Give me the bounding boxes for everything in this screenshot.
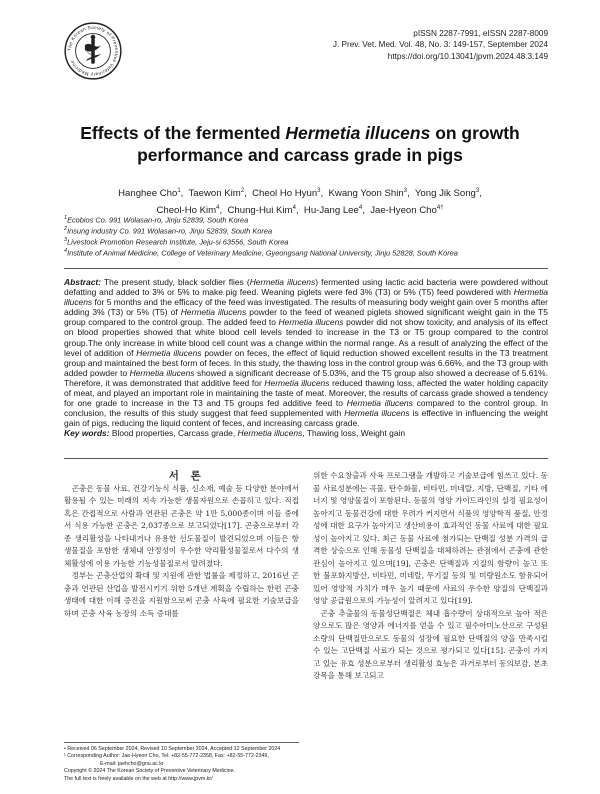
- corresponding-email[interactable]: E-mail: jaehcho@gnu.ac.kr: [100, 760, 164, 767]
- keywords-label: Key words:: [64, 428, 110, 439]
- body-paragraph: 곤충 추출물의 동물성단백질은 체내 흡수량이 상대적으로 높아 적은 양으로도 많은 영양과 에너지를 얻을 수 있고 필수아미노산으로 구성된 소량의 단백질만으로도 동물의 성장에 필요한 단백질의 양을 만족시킬 수 있는 고단백질 사료가 되는 것으로 평가되고 있다[15]. 곤충이 가지고 있는 유효 성분으로부터 생리활성 효능은 과거로부터 동의보감, 본초강목을 통해 보고되고: [313, 608, 548, 680]
- svg-text:The Korean Society of Preventi: The Korean Society of Preventive Veterinary Medicine: [66, 24, 120, 78]
- author: Kwang Yoon Shin: [328, 188, 404, 200]
- body-column-left: [64, 470, 299, 620]
- society-seal-logo: [64, 22, 122, 80]
- abstract-label: Abstract:: [64, 277, 102, 287]
- body-paragraph: 위한 수요창출과 사육 프로그램을 개발하고 기술보급에 힘쓰고 있다. 동물 사료성분에는 곡물, 탄수화물, 비타민, 미네랄, 지방, 단백질, 기타 에너지 및 영양물질이 포함된다. 동물의 영양 가이드라인의 설정 필요성이 높아지고 동물건강에 대한 우려가 커지면서 식품의 영양학적 품질, 안정성에 대한 요구가 높아지고 생산비용이 효과적인 동물 사료에 대한 필요성이 높아지고 있다. 최근 동물 사료에 첨가되는 단백질 성분 가격의 급격한 상승으로 인해 동물성 단백질을 대체하려는 관점에서 곤충에 관한 관심이 높아지고 있으며[19], 곤충은 단백질과 지질의 함량이 높고 또한 불포화지방산, 비타민, 미네랄, 무기질 등의 및 미량원소도 함유되어 있어 영양적 가치가 매우 높기 때문에 사료의 우수한 양질의 단백질과 영양 공급원으로의 가능성이 알려지고 있다[19].: [313, 471, 548, 605]
- abstract-section: [64, 268, 548, 439]
- body-paragraph: 곤충은 동물 사료, 건강기능식 식품, 신소재, 예술 등 다양한 분야에서 활용될 수 있는 미래의 지속 가능한 생물자원으로 손꼽히고 있다. 직접 혹은 간접적으로 사람과 연관된 곤충은 약 1만 5,000종이며 이들 중에서 식용 가능한 곤충은 2,037종으로 보고되었다[17]. 곤충으로부터 각종 생리활성을 나타내거나 유용한 선도물질이 발견되었으며 이들은 항생물질을 포함한 생체내 안정성이 우수한 약리활성물질로서 다수의 생체활성에 이용 가능한 기능성물질로서 알려졌다.: [64, 483, 299, 568]
- footnotes: [64, 742, 299, 783]
- author: Hu-Jang Lee: [303, 205, 359, 217]
- abstract-text: Abstract: The present study, black soldier flies (Hermetia illucens) fermented using lactic acid bacteria were powdered without defatting and added to 3% or 5% to make pig feed. Weaning piglets were fed 3% (T3) or 5% (T5) feed powdered with Hermetia illucens for 5 months and the efficacy of the feed was investigated. The results of measuring body weight gain over 5 months after adding 3% (T3) or 5% (T5) of Hermetia illucens powder to the feed of weaned piglets showed significant weight gain in the T5 group compared to the control group. The added feed to Hermetia illucens powder did not show toxicity, and analysis of its effect on blood properties showed that white blood cell levels tended to increase in the T3 or T5 group compared to the control group.The only increase in white blood cell count was a change within the normal range. As a result of analyzing the effect of the level of addition of Hermetia illucens powder on feces, the effect of liquid reduction showed excellent results in the T3 treatment group and maintained the best form of feces. In this study, the thawing loss in the control group was 6.66%, and the T3 group with added powder to Hermetia illucens showed a significant decrease of 5.03%, and the T5 group also showed a decrease of 5.61%. Therefore, it was demonstrated that additive feed for Hermetia illucens reduced thawing loss, affected the water holding capacity of meat, and played an important role in maintaining the taste of meat. Moreover, the results of carcass grade showed a tendency for one grade to increase in the T3 and T5 groups fed additive feed to Hermetia illucens compared to the control group. In conclusion, the results of this study suggest that feed supplemented with Hermetia illucens is effective in influencing the weight gain of pigs, reducing the liquid content of feces, and increasing carcass grade.: [64, 277, 549, 429]
- author: Hanghee Cho: [118, 188, 178, 200]
- body-column-right: [313, 470, 548, 683]
- affiliation: $^3$Livestock Promotion Research Institute, Jeju-si 63556, South Korea: [64, 237, 289, 247]
- keywords: Key words: Blood properties, Carcass grade, Hermetia illucens, Thawing loss, Weight gain: [64, 428, 406, 439]
- issn-line: pISSN 2287-7991, eISSN 2287-8009: [413, 29, 548, 38]
- author: Taewon Kim: [188, 188, 241, 200]
- author: Yong Jik Song: [414, 188, 476, 200]
- fulltext-url[interactable]: The full text is freely available on the web at http://www.jpvm.kr/: [64, 775, 213, 782]
- abstract-divider: [64, 458, 548, 459]
- received-dates: • Received 06 September 2024, Revised 10 September 2024, Accepted 12 September 2024: [64, 746, 281, 752]
- affiliation: $^4$Institute of Animal Medicine, College of Veterinary Medicine, Gyeongsang National University, Jinju 52828, South Korea: [64, 248, 458, 258]
- section-heading-introduction: 서 론: [168, 470, 205, 482]
- author-line-2: Cheol-Ho Kim$^4$, Chung-Hui Kim$^4$, Hu-Jang Lee$^4$, Jae-Hyeon Cho$^{4\dagger}$: [156, 205, 444, 217]
- doi-link[interactable]: https://doi.org/10.13041/jpvm.2024.48.3.149: [387, 51, 548, 61]
- author: Cheol-Ho Kim: [156, 205, 217, 217]
- body-paragraph: 정부는 곤충산업의 확대 및 지원에 관한 법률을 제정하고, 2016년 곤충과 연관된 산업을 발전시키기 위한 5개년 계획을 수립하는 한편 곤충 생태에 대한 이해 증진을 지원함으로써 곤충 사육에 필요한 기술보급을 하며 곤충 사육 농장의 소득 증대를: [64, 571, 299, 618]
- affiliation-list: [64, 214, 560, 258]
- author-line-1: Hanghee Cho$^1$, Taewon Kim$^2$, Cheol Ho Hyun$^3$, Kwang Yoon Shin$^3$, Yong Jik Song$^3$,: [118, 188, 482, 200]
- paper-title: Effects of the fermented Hermetia illucens on growth performance and carcass grade in pigs: [80, 123, 520, 165]
- author: Cheol Ho Hyun: [252, 188, 318, 200]
- copyright: Copyright © 2024 The Korean Society of Preventive Veterinary Medicine.: [64, 768, 236, 775]
- author: Chung-Hui Kim: [227, 205, 293, 217]
- title-species: Hermetia illucens: [285, 123, 431, 143]
- author: Jae-Hyeon Cho: [370, 205, 437, 217]
- corresponding-author: ¹ Corresponding Author: Jae-Hyeon Cho, Tel: +82-55-772-2358, Fax: +82-55-772-2349,: [64, 753, 269, 760]
- affiliation: $^1$Ecobios Co. 991 Wolasan-ro, Jinju 52839, South Korea: [64, 215, 249, 225]
- journal-info: [333, 28, 548, 62]
- citation-line: J. Prev. Vet. Med. Vol. 48, No. 3: 149-157, September 2024: [332, 40, 548, 50]
- affiliation: $^2$Insung industry Co. 991 Wolasan-ro, Jinju 52839, South Korea: [64, 226, 273, 236]
